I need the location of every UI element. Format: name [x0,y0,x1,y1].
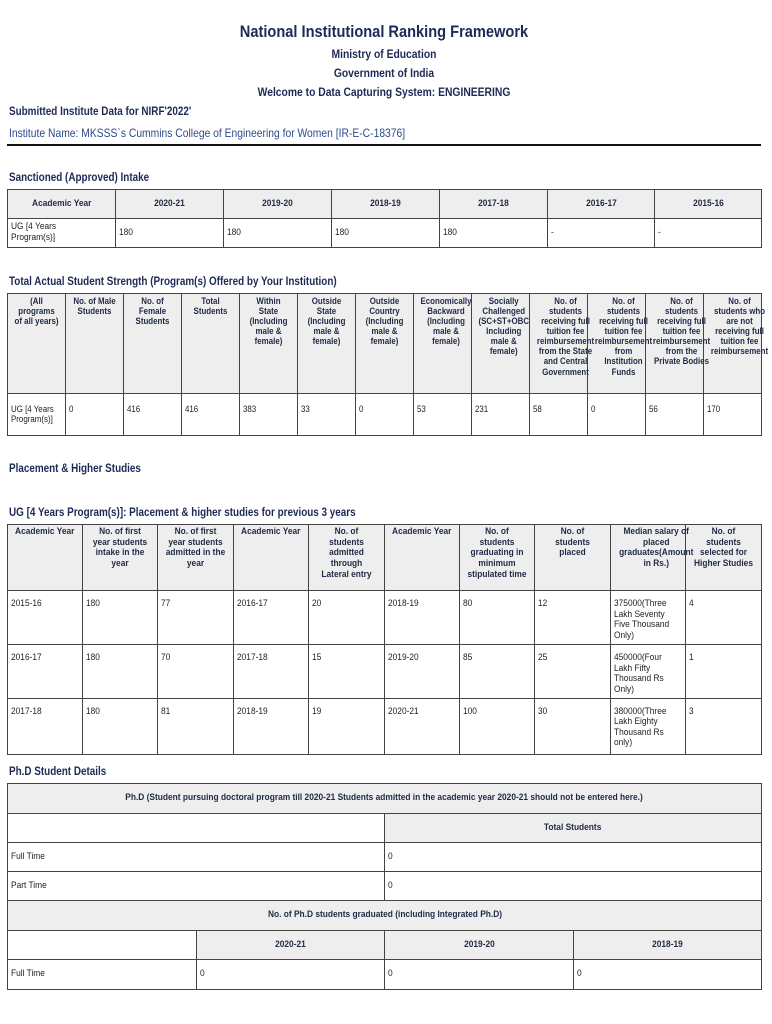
table-cell: UG [4 Years Program(s)] [8,219,116,248]
table-cell: 53 [414,394,472,436]
table-cell: - [548,219,655,248]
table-cell: 70 [158,645,234,699]
table-cell: 0 [574,960,762,990]
table-cell: 0 [356,394,414,436]
page-title: National Institutional Ranking Framework [239,22,529,41]
column-header: Median salary of placed graduates(Amount in Rs.) [611,525,686,591]
table-cell: 33 [298,394,356,436]
table-cell: Full Time [8,843,385,872]
submitted-label: Submitted Institute Data for NIRF'2022' [9,106,192,118]
column-header: 2020-21 [197,931,385,960]
table-cell: 81 [158,698,234,754]
table-cell: 180 [83,645,158,699]
ministry-line: Ministry of Education [331,47,437,61]
header-divider [7,144,761,146]
table-cell: 380000(Three Lakh Eighty Thousand Rs only) [611,698,686,754]
table-cell: 15 [309,645,385,699]
table-cell: 180 [83,698,158,754]
table-row [8,698,762,754]
phd-table [7,783,762,990]
table-cell: 56 [646,394,704,436]
placement-table-title: UG [4 Years Program(s)]: Placement & higher studies for previous 3 years [9,507,356,519]
table-cell: 383 [240,394,298,436]
table-cell: 0 [197,960,385,990]
column-header: 2019-20 [385,931,574,960]
table-cell: 4 [686,591,762,645]
column-header: No. of Male Students [66,294,124,394]
institute-name: Institute Name: MKSSS`s Cummins College of Engineering for Women [IR-E-C-18376] [9,126,406,140]
column-header: 2018-19 [332,190,440,219]
empty-header-cell [8,814,385,843]
table-cell: 77 [158,591,234,645]
phd-graduated-header: No. of Ph.D students graduated (including Integrated Ph.D) [8,901,762,931]
table-cell: 416 [124,394,182,436]
table-cell: 180 [116,219,224,248]
table-cell: 19 [309,698,385,754]
table-cell: 231 [472,394,530,436]
column-header: No. of students receiving full tuition fee reimbursement from the State and Central Government [530,294,588,394]
table-cell: 2018-19 [385,591,460,645]
table-cell: 25 [535,645,611,699]
empty-header-cell [8,931,197,960]
sanctioned-table [7,189,762,248]
column-header: 2015-16 [655,190,762,219]
table-cell: UG [4 Years Program(s)] [8,394,66,436]
placement-section-title: Placement & Higher Studies [9,463,141,475]
column-header: 2016-17 [548,190,655,219]
table-cell: 85 [460,645,535,699]
table-row [8,219,762,248]
table-cell: 100 [460,698,535,754]
table-cell: Full Time [8,960,197,990]
table-cell: 450000(Four Lakh Fifty Thousand Rs Only) [611,645,686,699]
column-header: 2018-19 [574,931,762,960]
column-header: 2017-18 [440,190,548,219]
table-header-row [8,294,762,394]
table-cell: 2015-16 [8,591,83,645]
column-header: Total Students [182,294,240,394]
column-header: No. of students receiving full tuition fee reimbursement from the Private Bodies [646,294,704,394]
table-cell: 2017-18 [8,698,83,754]
table-cell: Part Time [8,872,385,901]
table-cell: 2020-21 [385,698,460,754]
table-row [8,843,762,872]
phd-title: Ph.D Student Details [9,766,107,778]
column-header: No. of students admitted through Lateral entry [309,525,385,591]
column-header: Total Students [385,814,762,843]
column-header: Outside State (Including male & female) [298,294,356,394]
column-header: No. of first year students admitted in the year [158,525,234,591]
table-cell: 2018-19 [234,698,309,754]
table-cell: 0 [385,872,762,901]
table-row [8,960,762,990]
table-cell: 0 [385,960,574,990]
column-header: Socially Challenged (SC+ST+OBC Including male & female) [472,294,530,394]
column-header: No. of students graduating in minimum stipulated time [460,525,535,591]
column-header: Academic Year [234,525,309,591]
table-cell: 58 [530,394,588,436]
column-header: Academic Year [8,190,116,219]
column-header: Academic Year [8,525,83,591]
table-header-row [8,525,762,591]
table-cell: 180 [83,591,158,645]
phd-pursuing-header: Ph.D (Student pursuing doctoral program till 2020-21 Students admitted in the academic year 2020-21 should not be entered here.) [8,784,762,814]
placement-table [7,524,762,755]
table-cell: 3 [686,698,762,754]
table-row [8,872,762,901]
table-cell: 0 [385,843,762,872]
table-cell: 2017-18 [234,645,309,699]
table-header-row [8,901,762,931]
table-cell: 2016-17 [234,591,309,645]
table-row [8,591,762,645]
table-cell: 180 [332,219,440,248]
table-cell: 2016-17 [8,645,83,699]
table-cell: 170 [704,394,762,436]
column-header: No. of first year students intake in the year [83,525,158,591]
table-header-row [8,190,762,219]
strength-title: Total Actual Student Strength (Program(s) Offered by Your Institution) [9,276,337,288]
table-header-row [8,931,762,960]
table-header-row [8,784,762,814]
column-header: Within State (Including male & female) [240,294,298,394]
column-header: 2020-21 [116,190,224,219]
table-cell: 0 [66,394,124,436]
table-cell: - [655,219,762,248]
column-header: (All programs of all years) [8,294,66,394]
table-cell: 30 [535,698,611,754]
table-cell: 2019-20 [385,645,460,699]
table-cell: 1 [686,645,762,699]
table-row [8,645,762,699]
column-header: No. of students selected for Higher Studies [686,525,762,591]
column-header: No. of students receiving full tuition fee reimbursement from Institution Funds [588,294,646,394]
sanctioned-title: Sanctioned (Approved) Intake [9,172,150,184]
welcome-line: Welcome to Data Capturing System: ENGINEERING [257,85,511,99]
column-header: No. of students who are not receiving full tuition fee reimbursement [704,294,762,394]
strength-table [7,293,769,436]
government-line: Government of India [333,66,435,80]
column-header: Economically Backward (Including male & female) [414,294,472,394]
table-header-row [8,814,762,843]
column-header: 2019-20 [224,190,332,219]
table-cell: 12 [535,591,611,645]
table-row [8,394,762,436]
table-cell: 20 [309,591,385,645]
table-cell: 80 [460,591,535,645]
table-cell: 375000(Three Lakh Seventy Five Thousand Only) [611,591,686,645]
table-cell: 180 [440,219,548,248]
table-cell: 0 [588,394,646,436]
column-header: No. of students placed [535,525,611,591]
column-header: Outside Country (Including male & female) [356,294,414,394]
table-cell: 416 [182,394,240,436]
column-header: Academic Year [385,525,460,591]
table-cell: 180 [224,219,332,248]
column-header: No. of Female Students [124,294,182,394]
